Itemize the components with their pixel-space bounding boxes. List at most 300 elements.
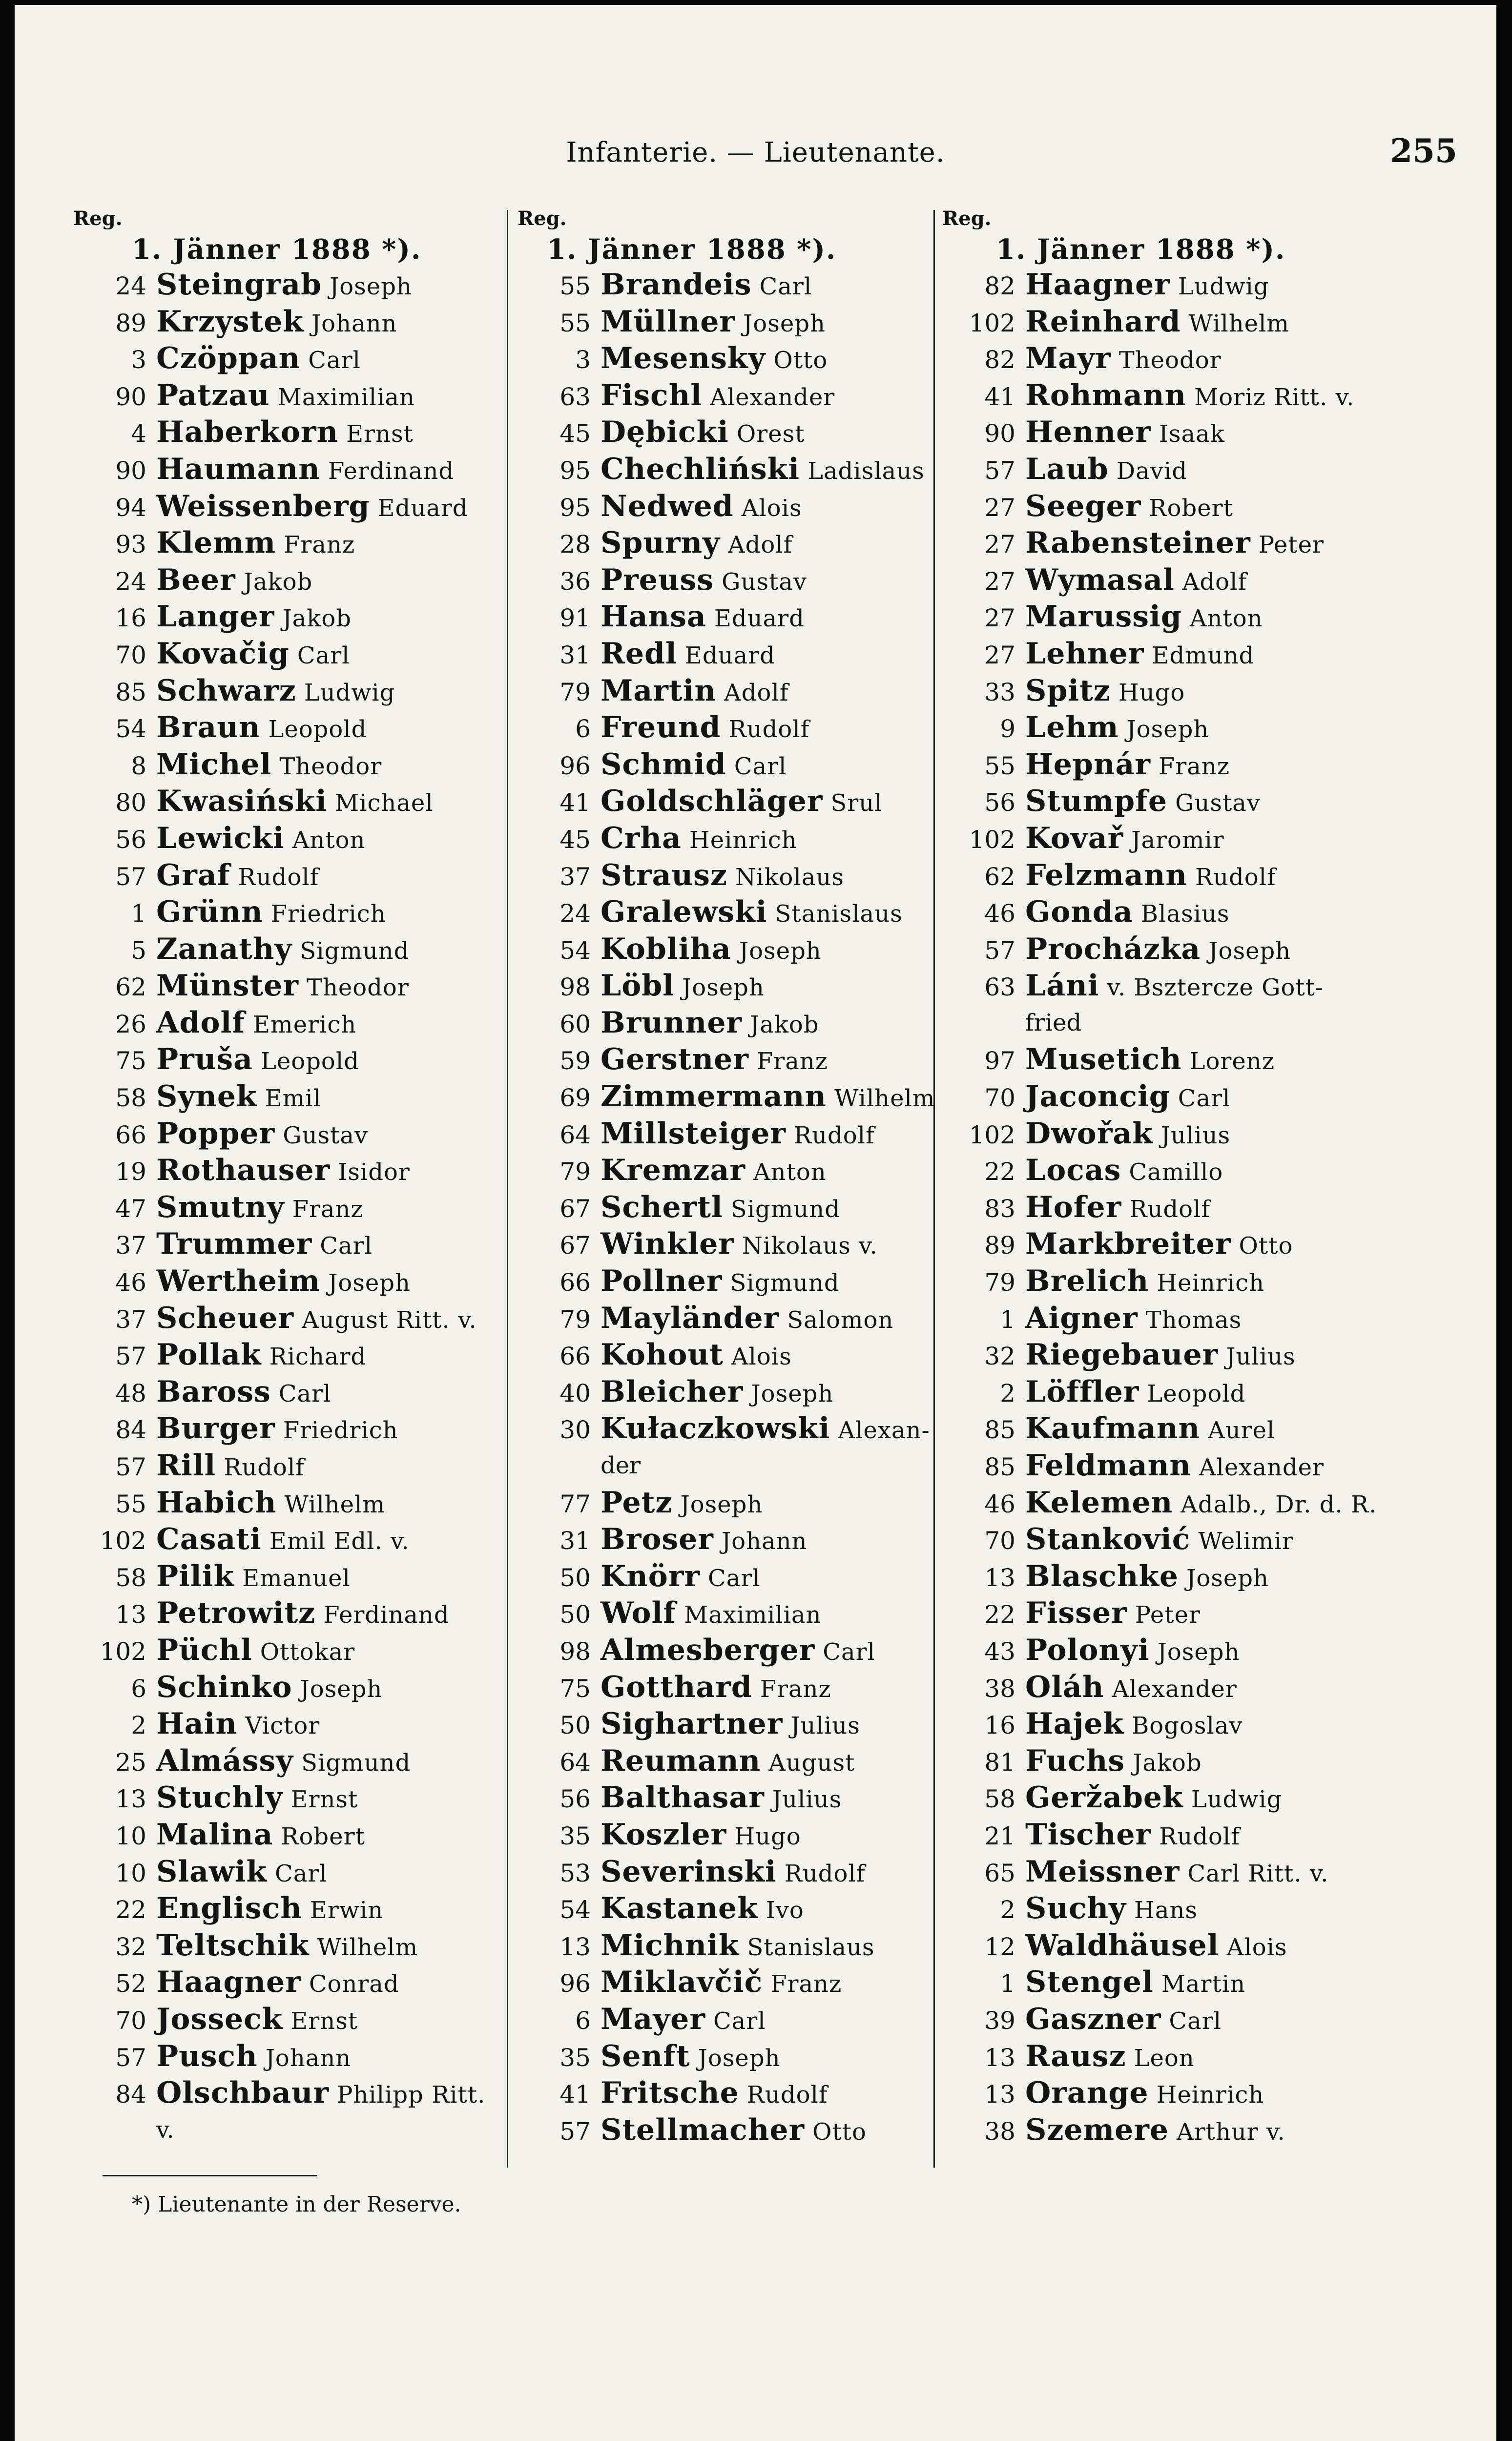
list-item <box>518 709 923 746</box>
given-name: Julius <box>1226 1343 1296 1371</box>
list-item <box>73 562 503 599</box>
regiment-number: 85 <box>984 1416 1015 1445</box>
list-item <box>942 931 1479 968</box>
regiment-number: 95 <box>559 493 591 522</box>
list-item <box>518 2112 923 2149</box>
regiment-number: 57 <box>115 1453 146 1481</box>
list-item <box>73 2075 503 2112</box>
surname: Oláh <box>1025 1670 1104 1704</box>
regiment-number: 22 <box>984 1158 1015 1186</box>
surname: Wertheim <box>156 1264 321 1299</box>
list-item <box>73 2038 503 2075</box>
list-item <box>518 636 923 673</box>
regiment-number: 41 <box>559 788 591 817</box>
list-item <box>942 1337 1479 1374</box>
given-name: Ludwig <box>1178 273 1269 300</box>
regiment-number: 75 <box>559 1674 591 1703</box>
regiment-number: 58 <box>115 1084 146 1113</box>
surname: Polonyi <box>1025 1633 1150 1667</box>
surname: Senft <box>601 2039 690 2073</box>
given-name: Otto <box>1239 1232 1293 1260</box>
given-name: Rudolf <box>238 863 319 891</box>
surname: Zanathy <box>156 931 292 966</box>
regiment-number: 32 <box>984 1342 1015 1371</box>
list-item <box>518 414 923 451</box>
regiment-number: 89 <box>984 1231 1015 1260</box>
list-item <box>518 1448 923 1485</box>
given-name: Joseph <box>682 974 765 1002</box>
regiment-number: 31 <box>559 641 591 669</box>
list-item <box>942 636 1479 673</box>
list-item <box>73 1817 503 1854</box>
list-item <box>73 1706 503 1743</box>
regiment-number: 66 <box>559 1342 591 1371</box>
given-name: Joseph <box>1186 1564 1269 1592</box>
given-name: Ottokar <box>260 1638 355 1666</box>
list-item <box>73 746 503 784</box>
regiment-number: 70 <box>984 1084 1015 1113</box>
surname: Scheuer <box>156 1301 294 1335</box>
list-item <box>73 1374 503 1411</box>
surname: Markbreiter <box>1025 1227 1231 1262</box>
given-name: Carl <box>759 273 812 300</box>
list-item <box>73 894 503 931</box>
regiment-number: 35 <box>559 1821 591 1850</box>
surname: Brelich <box>1025 1264 1149 1299</box>
regiment-number: 63 <box>559 382 591 411</box>
regiment-number: 57 <box>115 1342 146 1371</box>
regiment-number: 12 <box>984 1932 1015 1961</box>
regiment-number: 19 <box>115 1158 146 1186</box>
list-item <box>518 1189 923 1226</box>
list-item <box>518 1041 923 1078</box>
regiment-number: 27 <box>984 604 1015 633</box>
given-name: Theodor <box>279 752 382 780</box>
list-item <box>73 636 503 673</box>
list-item <box>518 931 923 968</box>
list-item <box>73 1854 503 1891</box>
list-item <box>518 746 923 784</box>
surname: Laub <box>1025 452 1109 486</box>
list-item <box>73 1964 503 2001</box>
list-item <box>518 1632 923 1669</box>
given-name: Wilhelm <box>1188 310 1289 337</box>
surname: Stumpfe <box>1025 784 1168 819</box>
regiment-number: 6 <box>575 715 591 744</box>
surname: Gotthard <box>601 1670 752 1704</box>
given-name: Richard <box>269 1343 367 1371</box>
surname: Olschbaur <box>156 2076 330 2110</box>
date-heading: 1. Jänner 1888 *). <box>132 233 422 266</box>
reg-label: Reg. <box>942 207 992 230</box>
regiment-number: 55 <box>559 272 591 300</box>
regiment-number: 3 <box>131 346 146 374</box>
regiment-number: 56 <box>984 788 1015 817</box>
list-item <box>518 562 923 599</box>
given-name: Lorenz <box>1189 1048 1275 1076</box>
regiment-number: 45 <box>559 825 591 854</box>
regiment-number: 27 <box>984 641 1015 669</box>
surname: Klemm <box>156 526 276 560</box>
surname: Popper <box>156 1116 275 1151</box>
list-item <box>942 1410 1479 1448</box>
regiment-number: 9 <box>1000 715 1015 744</box>
regiment-number: 24 <box>559 899 591 928</box>
regiment-number: 16 <box>984 1711 1015 1740</box>
surname: Steingrab <box>156 268 322 302</box>
surname: Lewicki <box>156 821 285 855</box>
given-name: Joseph <box>1157 1638 1240 1666</box>
regiment-number: 13 <box>984 2080 1015 2109</box>
regiment-number: 22 <box>984 1600 1015 1629</box>
surname: Langer <box>156 600 275 634</box>
regiment-number: 70 <box>984 1527 1015 1555</box>
list-item <box>942 746 1479 784</box>
given-name: Franz <box>292 1195 364 1223</box>
list-item <box>518 1300 923 1337</box>
list-item <box>942 1927 1479 1965</box>
given-name: Julius <box>790 1712 860 1740</box>
surname: Graf <box>156 858 230 892</box>
given-name: Isidor <box>338 1158 410 1186</box>
list-item <box>73 1078 503 1116</box>
surname: Fritsche <box>601 2076 739 2110</box>
regiment-number: 32 <box>115 1932 146 1961</box>
regiment-number: 50 <box>559 1563 591 1592</box>
regiment-number: 81 <box>984 1748 1015 1777</box>
surname: Henner <box>1025 415 1151 450</box>
given-name: Heinrich <box>1157 1269 1264 1297</box>
surname: Gerstner <box>601 1042 749 1077</box>
given-name: Franz <box>760 1675 831 1703</box>
surname: Szemere <box>1025 2112 1169 2147</box>
given-name: Carl <box>278 1380 331 1407</box>
surname: Kaufmann <box>1025 1411 1201 1446</box>
given-name: Stanislaus <box>775 900 903 928</box>
list-item <box>73 1669 503 1706</box>
regiment-number: 28 <box>559 530 591 559</box>
regiment-number: 79 <box>559 678 591 706</box>
list-item <box>942 562 1479 599</box>
surname: Strausz <box>601 858 728 892</box>
regiment-number: 59 <box>559 1047 591 1076</box>
surname: Pusch <box>156 2039 258 2073</box>
given-name: Ladislaus <box>808 457 925 485</box>
regiment-number: 57 <box>115 2043 146 2072</box>
surname: Burger <box>156 1411 275 1446</box>
entry-continuation: fried <box>1025 1009 1082 1036</box>
list-item <box>518 1152 923 1189</box>
list-item <box>518 1263 923 1300</box>
list-item <box>518 1374 923 1411</box>
list-item <box>518 1743 923 1780</box>
list-item <box>73 599 503 636</box>
surname: Lehm <box>1025 710 1119 745</box>
surname: Stengel <box>1025 1965 1154 2000</box>
list-item <box>942 1116 1479 1153</box>
given-name: Carl Ritt. v. <box>1187 1860 1329 1887</box>
surname: Püchl <box>156 1633 252 1667</box>
regiment-number: 8 <box>131 751 146 780</box>
given-name: Rudolf <box>746 2081 828 2109</box>
regiment-number: 27 <box>984 493 1015 522</box>
regiment-number: 38 <box>984 1674 1015 1703</box>
given-name: Rudolf <box>224 1454 305 1481</box>
regiment-number: 13 <box>984 1563 1015 1592</box>
list-item <box>73 414 503 451</box>
given-name: v. Bsztercze Gott- <box>1107 974 1324 1002</box>
given-name: Ernst <box>290 2007 358 2035</box>
surname: Löbl <box>601 969 674 1003</box>
given-name: Salomon <box>787 1306 894 1334</box>
regiment-number: 37 <box>115 1305 146 1334</box>
list-item <box>73 1337 503 1374</box>
surname: Mayr <box>1025 341 1111 376</box>
regiment-number: 24 <box>115 272 146 300</box>
given-name: Julius <box>1160 1121 1231 1149</box>
regiment-number: 22 <box>115 1896 146 1924</box>
list-item <box>942 1779 1479 1817</box>
surname: Broser <box>601 1522 714 1557</box>
given-name: Erwin <box>310 1897 384 1924</box>
given-name: Hans <box>1134 1897 1198 1924</box>
list-item <box>518 857 923 894</box>
surname: Kovačig <box>156 636 290 671</box>
surname: Habich <box>156 1485 277 1520</box>
surname: Wolf <box>601 1596 677 1631</box>
given-name: Jakob <box>243 568 313 596</box>
surname: Kelemen <box>1025 1485 1173 1520</box>
regiment-number: 58 <box>115 1563 146 1592</box>
regiment-number: 2 <box>131 1711 146 1740</box>
list-item <box>73 488 503 525</box>
list-item <box>73 525 503 562</box>
surname: Hain <box>156 1707 237 1741</box>
surname: Koszler <box>601 1817 727 1852</box>
given-name: Alois <box>741 494 802 522</box>
list-item <box>942 525 1479 562</box>
list-item <box>942 488 1479 525</box>
list-item <box>942 1521 1479 1558</box>
regiment-number: 30 <box>559 1416 591 1445</box>
list-item <box>942 1743 1479 1780</box>
surname: Kremzar <box>601 1153 746 1188</box>
surname: Geržabek <box>1025 1780 1183 1815</box>
list-item <box>942 1817 1479 1854</box>
surname: Kwasiński <box>156 784 328 819</box>
surname: Gonda <box>1025 895 1133 930</box>
surname: Crha <box>601 821 682 855</box>
given-name: Ernst <box>346 420 414 448</box>
list-item <box>518 1890 923 1927</box>
given-name: Eduard <box>714 605 805 633</box>
given-name: Martin <box>1161 1970 1246 1998</box>
surname: Synek <box>156 1079 257 1114</box>
surname: Musetich <box>1025 1042 1182 1077</box>
given-name: Nikolaus <box>735 863 844 891</box>
regiment-number: 60 <box>559 1010 591 1038</box>
surname: Spurny <box>601 526 721 560</box>
surname: Smutny <box>156 1190 285 1224</box>
given-name: Anton <box>1189 605 1263 633</box>
given-name: Joseph <box>330 273 412 300</box>
regiment-number: 4 <box>131 419 146 448</box>
regiment-number: 13 <box>559 1932 591 1961</box>
surname: Patzau <box>156 378 270 413</box>
regiment-number: 27 <box>984 530 1015 559</box>
surname: Englisch <box>156 1891 302 1926</box>
list-item <box>518 673 923 710</box>
regiment-number: 98 <box>559 973 591 1002</box>
surname: Casati <box>156 1522 262 1557</box>
given-name: Wilhelm <box>284 1490 385 1518</box>
surname: Fisser <box>1025 1596 1127 1631</box>
given-name: Anton <box>292 826 366 854</box>
surname: Spitz <box>1025 673 1111 708</box>
list-item <box>942 2038 1479 2075</box>
regiment-number: 58 <box>984 1785 1015 1814</box>
given-name: Hugo <box>1118 679 1185 706</box>
given-name: Joseph <box>328 1269 411 1297</box>
surname: Teltschik <box>156 1928 310 1963</box>
given-name: Ludwig <box>304 679 395 706</box>
given-name: Carl <box>1178 1085 1231 1113</box>
given-name: Joseph <box>751 1380 834 1407</box>
regiment-number: 84 <box>115 1416 146 1445</box>
list-item <box>942 1964 1479 2001</box>
regiment-number: 1 <box>1000 1969 1015 1998</box>
given-name: Alexander <box>710 383 835 411</box>
list-item <box>73 1485 503 1522</box>
regiment-number: 1 <box>131 899 146 928</box>
given-name: Arthur v. <box>1177 2118 1285 2146</box>
list-item <box>73 1410 503 1448</box>
given-name: Edmund <box>1152 641 1255 669</box>
reg-label: Reg. <box>73 207 123 230</box>
regiment-number: 79 <box>559 1158 591 1186</box>
regiment-number: 54 <box>115 715 146 744</box>
given-name: Alois <box>1226 1933 1287 1961</box>
regiment-number: 85 <box>984 1453 1015 1481</box>
surname: Hajek <box>1025 1707 1124 1741</box>
surname: Müllner <box>601 304 736 339</box>
column-3 <box>942 205 1479 2149</box>
surname: Sighartner <box>601 1707 783 1741</box>
surname: Reinhard <box>1025 304 1181 339</box>
list-item <box>942 857 1479 894</box>
document-page <box>15 5 1496 2441</box>
regiment-number: 45 <box>559 419 591 448</box>
list-item <box>942 1669 1479 1706</box>
given-name: Heinrich <box>689 826 797 854</box>
given-name: Joseph <box>680 1490 763 1518</box>
page-header <box>15 132 1496 176</box>
regiment-number: 80 <box>115 788 146 817</box>
regiment-number: 57 <box>984 936 1015 965</box>
given-name: Rudolf <box>1195 863 1276 891</box>
given-name: Gustav <box>283 1121 369 1149</box>
surname: Mayländer <box>601 1301 780 1335</box>
given-name: Jaromir <box>1131 826 1224 854</box>
surname: Gralewski <box>601 895 767 930</box>
given-name: Franz <box>756 1048 828 1076</box>
list-item <box>942 1005 1479 1042</box>
given-name: Anton <box>753 1158 827 1186</box>
list-item <box>73 1927 503 1965</box>
given-name: Joseph <box>1126 716 1209 744</box>
list-item <box>518 2038 923 2075</box>
list-item <box>518 1779 923 1817</box>
given-name: Heinrich <box>1156 2081 1264 2109</box>
page-title: Infanterie. — Lieutenante. <box>566 137 945 168</box>
list-item <box>942 2001 1479 2038</box>
surname: Michnik <box>601 1928 740 1963</box>
list-item <box>73 267 503 304</box>
regiment-number: 48 <box>115 1379 146 1407</box>
list-item <box>942 377 1479 414</box>
given-name: Carl <box>823 1638 875 1666</box>
given-name: Eduard <box>377 494 468 522</box>
given-name: Joseph <box>300 1675 383 1703</box>
given-name: Sigmund <box>301 1749 411 1777</box>
surname: Rabensteiner <box>1025 526 1251 560</box>
regiment-number: 75 <box>115 1047 146 1076</box>
given-name: Rudolf <box>784 1860 866 1887</box>
list-item <box>518 1706 923 1743</box>
regiment-number: 98 <box>559 1637 591 1666</box>
given-name: Joseph <box>698 2044 781 2072</box>
given-name: Ferdinand <box>323 1601 450 1629</box>
regiment-number: 56 <box>115 825 146 854</box>
regiment-number: 40 <box>559 1379 591 1407</box>
given-name: Alexander <box>1199 1454 1324 1481</box>
surname: Miklavčič <box>601 1965 763 2000</box>
given-name: Leopold <box>1147 1380 1246 1407</box>
list-item <box>942 267 1479 304</box>
list-item <box>518 1817 923 1854</box>
surname: Pollner <box>601 1264 723 1299</box>
regiment-number: 3 <box>575 346 591 374</box>
list-item <box>518 525 923 562</box>
given-name: Conrad <box>309 1970 399 1998</box>
regiment-number: 36 <box>559 567 591 596</box>
column-1 <box>73 205 503 2149</box>
regiment-number: 95 <box>559 456 591 485</box>
regiment-number: 6 <box>575 2006 591 2035</box>
list-item <box>518 304 923 341</box>
surname: Hepnár <box>1025 747 1151 782</box>
given-name: August Ritt. v. <box>302 1306 477 1334</box>
surname: Pollak <box>156 1338 262 1372</box>
entry-list <box>942 267 1479 2149</box>
given-name: Rudolf <box>728 716 810 744</box>
given-name: Rudolf <box>1129 1195 1211 1223</box>
list-item <box>518 1078 935 1116</box>
list-item <box>73 857 503 894</box>
surname: Kobliha <box>601 931 731 966</box>
given-name: Victor <box>245 1712 320 1740</box>
list-item <box>73 968 503 1005</box>
regiment-number: 102 <box>969 309 1015 337</box>
regiment-number: 50 <box>559 1711 591 1740</box>
list-item <box>73 1005 503 1042</box>
list-item <box>73 451 503 488</box>
regiment-number: 96 <box>559 1969 591 1998</box>
entry-list <box>73 267 503 2149</box>
given-name: Nikolaus v. <box>742 1232 878 1260</box>
given-name: Gustav <box>722 568 808 596</box>
list-item <box>518 1337 923 1374</box>
